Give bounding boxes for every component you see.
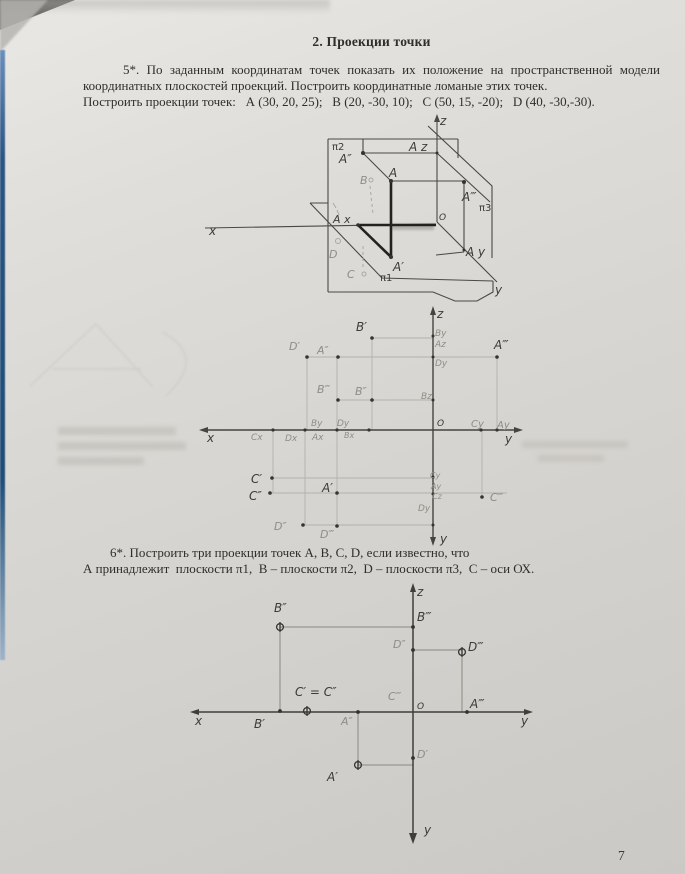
epure-point-dots <box>268 335 499 528</box>
epure-labels <box>206 307 513 546</box>
pencil-dx: Dx <box>285 434 298 444</box>
ghost-text-smudges <box>58 427 628 465</box>
point-label-a-front: A″ <box>339 152 352 166</box>
epure-construction-lines <box>270 338 507 526</box>
origin-label: O <box>439 213 447 223</box>
fig-task6 <box>190 583 533 844</box>
axono-point-dots <box>356 151 466 259</box>
plane-label-pi3: π3 <box>479 203 492 214</box>
origin-label: O <box>417 702 425 712</box>
ghost-marks <box>30 324 186 396</box>
axis-label-z: z <box>417 585 424 599</box>
marker-label-az: A z <box>409 140 428 154</box>
pencil-d1: D′ <box>417 748 428 761</box>
pencil-dy-x: Dy <box>337 419 350 429</box>
axis-label-y-right: y <box>521 714 529 728</box>
point-label-b1: B′ <box>356 320 367 334</box>
task6-axis-arrows <box>190 583 533 844</box>
point-label-c1: C′ <box>251 472 263 486</box>
axis-label-y-down: y <box>440 532 448 546</box>
point-label-b2: B″ <box>274 601 287 615</box>
task6-block <box>83 545 660 577</box>
section-title: 2. Проекции точки <box>312 34 431 49</box>
task6-line2: А принадлежит плоскости π1, В – плоскости π2, D – плоскости π3, С – оси ОХ. <box>83 561 535 576</box>
axono-thick-polyline <box>358 181 436 257</box>
axis-label-z: z <box>440 114 447 128</box>
axis-label-x: x <box>207 431 215 445</box>
pencil-bz: Bz <box>421 392 432 402</box>
point-label-a1: A′ <box>327 770 338 784</box>
pencil-label-b: B <box>360 174 368 187</box>
point-label-b3: B‴ <box>417 610 432 624</box>
pencil-cy-right: Cy <box>471 419 484 430</box>
pencil-by-z: By <box>435 329 447 339</box>
point-label-a3: A‴ <box>470 697 485 711</box>
task5-text: 5*. По заданным координатам точек показать их положение на пространственной модели координатных плоскостей проекций. Построить координатные ломаные этих точек. <box>83 62 660 93</box>
origin-label: O <box>437 419 445 429</box>
pencil-bx: Bx <box>344 431 355 440</box>
task5-block <box>83 62 660 110</box>
point-label-a: A <box>389 166 398 180</box>
fig-axonometric <box>205 114 503 301</box>
axono-labels <box>208 114 503 297</box>
pencil-ax: Ax <box>312 433 324 443</box>
pencil-a2: A″ <box>341 715 353 728</box>
plane-label-pi1: π1 <box>380 273 393 284</box>
pencil-d3: D‴ <box>320 528 335 541</box>
task6-labels <box>194 585 529 837</box>
pencil-label-c: C <box>347 268 355 281</box>
pencil-b2: B″ <box>355 385 367 398</box>
point-label-c1c2: C′ = C″ <box>295 685 337 699</box>
pencil-c3: C‴ <box>388 690 402 703</box>
axis-label-z: z <box>437 307 444 321</box>
point-label-c2: C″ <box>249 489 262 503</box>
pencil-a2: A″ <box>317 344 329 357</box>
pencil-b3: B‴ <box>317 383 331 396</box>
fig-epure <box>199 306 523 546</box>
pencil-dy-low: Dy <box>418 504 431 514</box>
pencil-d1: D′ <box>289 340 300 353</box>
task6-line1: 6*. Построить три проекции точек А, В, С, D, если известно, что <box>110 545 470 560</box>
point-label-b1: B′ <box>254 717 265 731</box>
point-label-a-profile: A‴ <box>462 190 477 204</box>
page-number: 7 <box>618 848 625 863</box>
axis-label-x: x <box>209 224 217 238</box>
pencil-c3: C‴ <box>490 491 504 504</box>
pencil-az: Az <box>435 340 446 350</box>
pencil-cz: Cz <box>432 492 442 501</box>
task5-points-line: Построить проекции точек: А (30, 20, 25); В (20, -30, 10); С (50, 15, -20); D (40, -30,-30). <box>83 94 595 109</box>
axis-label-y: y <box>495 283 503 297</box>
pencil-dy-z: Dy <box>435 359 448 369</box>
marker-label-ax: A x <box>333 213 351 226</box>
pencil-cy-low: Cy <box>430 471 441 480</box>
plane-label-pi2: π2 <box>332 142 345 153</box>
pencil-d2: D″ <box>393 638 406 651</box>
axis-label-x: x <box>195 714 203 728</box>
pencil-ay-low: Ay <box>431 482 442 491</box>
axono-pencil-marks <box>333 178 373 276</box>
point-label-a3: A‴ <box>494 338 509 352</box>
point-label-a-horiz: A′ <box>393 260 404 274</box>
pencil-by-x: By <box>311 419 323 429</box>
axis-label-y-right: y <box>505 432 513 446</box>
point-label-d3: D‴ <box>468 640 484 654</box>
pencil-cx: Cx <box>251 433 263 443</box>
axis-label-y-down: y <box>424 823 432 837</box>
pencil-label-d: D <box>329 248 338 261</box>
pencil-ay-right: Ay <box>497 420 510 431</box>
task6-axes <box>195 588 528 838</box>
point-label-a1: A′ <box>322 481 333 495</box>
marker-label-ay: A y <box>466 245 486 259</box>
pencil-d2: D″ <box>274 520 287 533</box>
